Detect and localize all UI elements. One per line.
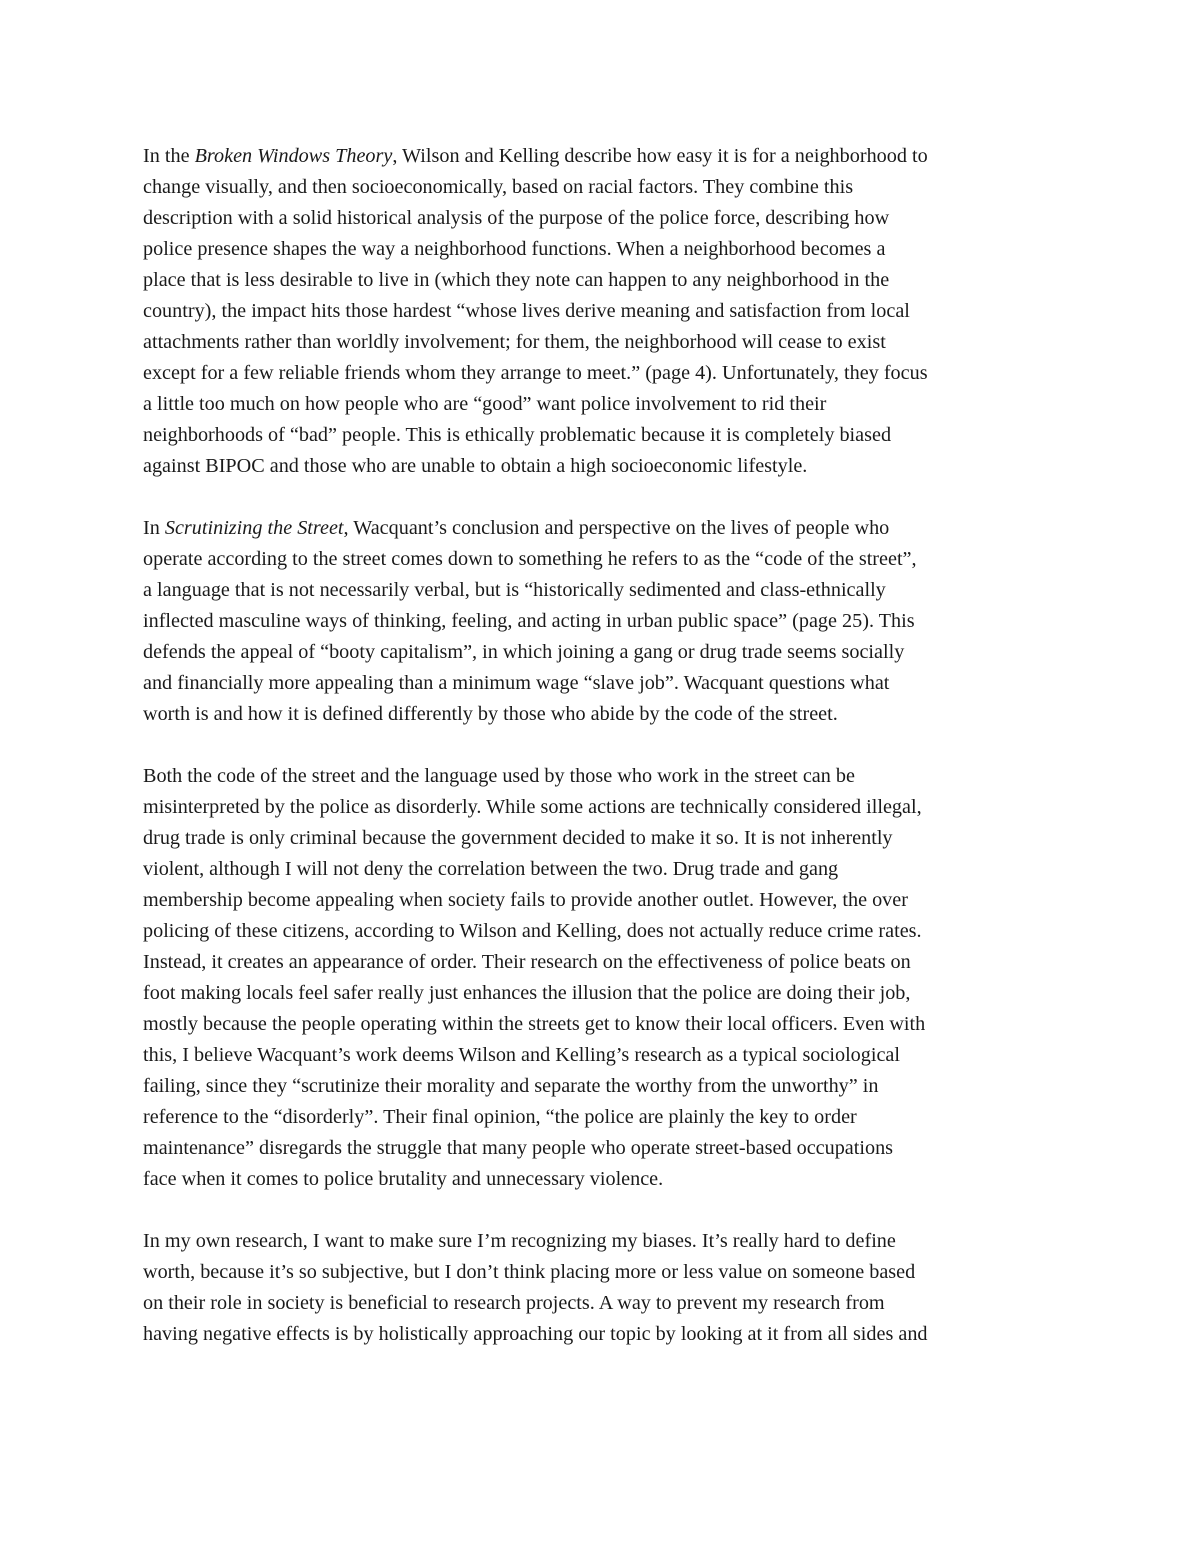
text-segment: police presence shapes the way a neighborhood functions. When a neighborhood becomes a xyxy=(143,238,886,260)
text-segment: In the xyxy=(143,145,195,167)
paragraph xyxy=(143,1226,1063,1350)
text-segment: policing of these citizens, according to Wilson and Kelling, does not actually reduce crime rates. xyxy=(143,920,922,942)
text-segment: violent, although I will not deny the correlation between the two. Drug trade and gang xyxy=(143,858,839,880)
text-line xyxy=(143,544,1063,575)
text-segment: a little too much on how people who are “good” want police involvement to rid their xyxy=(143,393,827,415)
text-line xyxy=(143,234,1063,265)
text-segment: maintenance” disregards the struggle that many people who operate street-based occupations xyxy=(143,1137,894,1159)
text-line xyxy=(143,1009,1063,1040)
text-line xyxy=(143,141,1063,172)
paragraph xyxy=(143,513,1063,730)
text-segment: In xyxy=(143,517,165,539)
text-segment: worth, because it’s so subjective, but I don’t think placing more or less value on someone based xyxy=(143,1261,916,1283)
text-line xyxy=(143,637,1063,668)
text-segment: on their role in society is beneficial to research projects. A way to prevent my research from xyxy=(143,1292,885,1314)
text-segment: worth is and how it is defined differently by those who abide by the code of the street. xyxy=(143,703,838,725)
text-segment: neighborhoods of “bad” people. This is ethically problematic because it is completely biased xyxy=(143,424,892,446)
text-line xyxy=(143,296,1063,327)
text-segment: country), the impact hits those hardest “whose lives derive meaning and satisfaction from local xyxy=(143,300,910,322)
text-segment: , Wilson and Kelling describe how easy it is for a neighborhood to xyxy=(392,145,928,167)
text-segment: foot making locals feel safer really just enhances the illusion that the police are doing their job, xyxy=(143,982,911,1004)
text-line xyxy=(143,1102,1063,1133)
text-line xyxy=(143,1071,1063,1102)
text-segment: Both the code of the street and the language used by those who work in the street can be xyxy=(143,765,855,787)
text-line xyxy=(143,823,1063,854)
text-line xyxy=(143,792,1063,823)
text-line xyxy=(143,172,1063,203)
text-segment: face when it comes to police brutality and unnecessary violence. xyxy=(143,1168,664,1190)
text-segment: having negative effects is by holistically approaching our topic by looking at it from all sides and xyxy=(143,1323,928,1345)
text-segment: defends the appeal of “booty capitalism”, in which joining a gang or drug trade seems socially xyxy=(143,641,905,663)
text-segment: Instead, it creates an appearance of order. Their research on the effectiveness of police beats on xyxy=(143,951,911,973)
text-line xyxy=(143,978,1063,1009)
text-segment: misinterpreted by the police as disorderly. While some actions are technically considered illegal, xyxy=(143,796,922,818)
text-segment: description with a solid historical analysis of the purpose of the police force, describing how xyxy=(143,207,890,229)
text-segment: operate according to the street comes down to something he refers to as the “code of the street”, xyxy=(143,548,917,570)
text-segment: failing, since they “scrutinize their morality and separate the worthy from the unworthy” in xyxy=(143,1075,879,1097)
text-line xyxy=(143,947,1063,978)
text-line xyxy=(143,668,1063,699)
text-line xyxy=(143,1257,1063,1288)
text-line xyxy=(143,916,1063,947)
text-line xyxy=(143,358,1063,389)
text-line xyxy=(143,1040,1063,1071)
text-segment: attachments rather than worldly involvement; for them, the neighborhood will cease to exist xyxy=(143,331,886,353)
text-line xyxy=(143,265,1063,296)
text-segment: and financially more appealing than a minimum wage “slave job”. Wacquant questions what xyxy=(143,672,890,694)
text-segment: change visually, and then socioeconomically, based on racial factors. They combine this xyxy=(143,176,854,198)
text-line xyxy=(143,1226,1063,1257)
text-segment: drug trade is only criminal because the government decided to make it so. It is not inherently xyxy=(143,827,893,849)
text-line xyxy=(143,1133,1063,1164)
text-line xyxy=(143,451,1063,482)
text-segment: , Wacquant’s conclusion and perspective on the lives of people who xyxy=(343,517,890,539)
italic-title: Scrutinizing the Street xyxy=(164,517,344,539)
text-line xyxy=(143,1164,1063,1195)
text-segment: inflected masculine ways of thinking, feeling, and acting in urban public space” (page 25). This xyxy=(143,610,915,632)
paragraph xyxy=(143,761,1063,1195)
text-segment: mostly because the people operating within the streets get to know their local officers. Even with xyxy=(143,1013,926,1035)
text-segment: against BIPOC and those who are unable to obtain a high socioeconomic lifestyle. xyxy=(143,455,808,477)
text-segment: a language that is not necessarily verbal, but is “historically sedimented and class-ethnically xyxy=(143,579,886,601)
italic-title: Broken Windows Theory xyxy=(194,145,393,167)
text-line xyxy=(143,606,1063,637)
text-line xyxy=(143,1288,1063,1319)
paragraph xyxy=(143,141,1063,482)
text-line xyxy=(143,699,1063,730)
text-line xyxy=(143,761,1063,792)
text-segment: place that is less desirable to live in (which they note can happen to any neighborhood in the xyxy=(143,269,890,291)
text-line xyxy=(143,203,1063,234)
text-line xyxy=(143,575,1063,606)
text-line xyxy=(143,885,1063,916)
document-body xyxy=(143,141,1063,1381)
text-segment: In my own research, I want to make sure I’m recognizing my biases. It’s really hard to define xyxy=(143,1230,896,1252)
text-line xyxy=(143,389,1063,420)
text-segment: membership become appealing when society fails to provide another outlet. However, the over xyxy=(143,889,908,911)
text-line xyxy=(143,420,1063,451)
text-line xyxy=(143,854,1063,885)
text-segment: except for a few reliable friends whom they arrange to meet.” (page 4). Unfortunately, they focus xyxy=(143,362,928,384)
text-line xyxy=(143,327,1063,358)
text-line xyxy=(143,513,1063,544)
text-segment: reference to the “disorderly”. Their final opinion, “the police are plainly the key to order xyxy=(143,1106,857,1128)
text-segment: this, I believe Wacquant’s work deems Wilson and Kelling’s research as a typical sociological xyxy=(143,1044,900,1066)
text-line xyxy=(143,1319,1063,1350)
